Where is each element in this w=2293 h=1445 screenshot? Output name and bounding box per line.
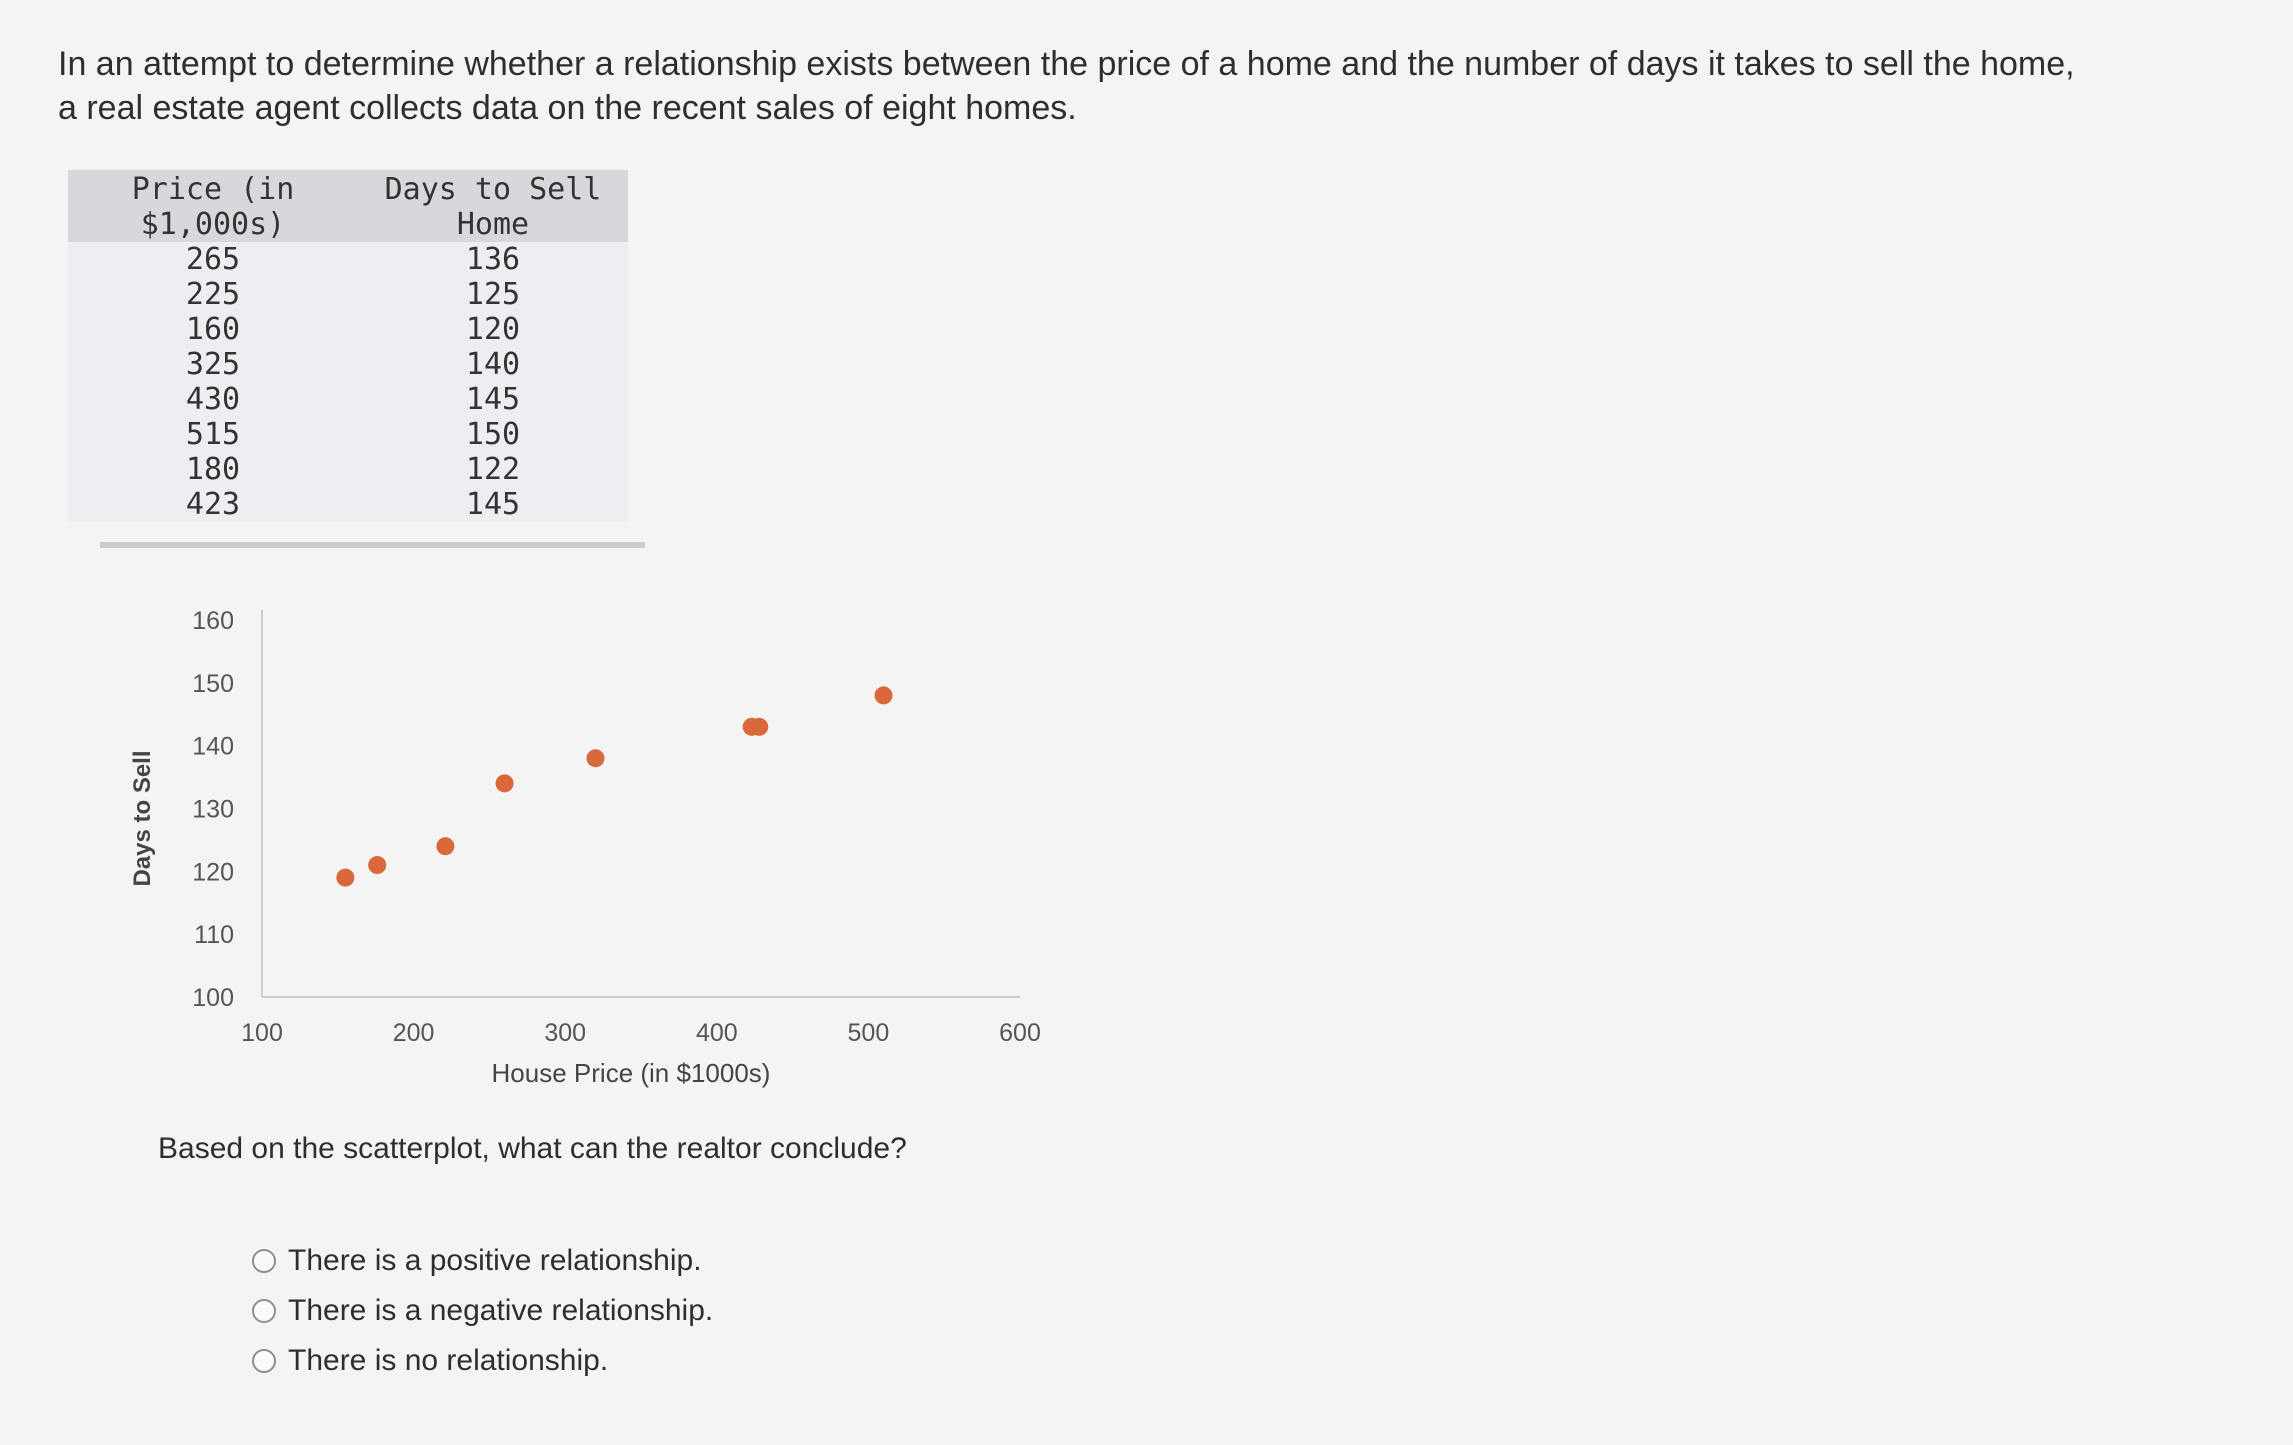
table-cell: 145 bbox=[358, 382, 628, 417]
option-label: There is a negative relationship. bbox=[288, 1294, 714, 1327]
x-tick-label: 300 bbox=[544, 1019, 587, 1047]
table-cell: 225 bbox=[68, 277, 358, 312]
x-tick-label: 400 bbox=[695, 1019, 738, 1047]
table-cell: 265 bbox=[68, 242, 358, 277]
y-tick-label: 110 bbox=[194, 921, 234, 950]
option-none[interactable] bbox=[252, 1336, 713, 1386]
y-tick-label: 130 bbox=[192, 795, 234, 824]
option-label: There is no relationship. bbox=[288, 1344, 609, 1377]
table-cell: 150 bbox=[358, 417, 628, 452]
y-tick-label: 150 bbox=[192, 669, 234, 698]
question-prompt: Based on the scatterplot, what can the realtor conclude? bbox=[158, 1132, 907, 1165]
data-point bbox=[336, 869, 354, 887]
radio-button[interactable] bbox=[252, 1349, 276, 1373]
table-cell: 423 bbox=[68, 487, 358, 522]
y-tick-label: 140 bbox=[192, 732, 234, 761]
y-tick-label: 100 bbox=[192, 984, 234, 1012]
table-cell: 160 bbox=[68, 312, 358, 347]
data-point bbox=[875, 686, 893, 704]
table-cell: 125 bbox=[358, 277, 628, 312]
data-point bbox=[368, 856, 386, 874]
table-cell: 325 bbox=[68, 347, 358, 382]
table-cell: 430 bbox=[68, 382, 358, 417]
table-cell: 180 bbox=[68, 452, 358, 487]
option-positive[interactable] bbox=[252, 1236, 713, 1286]
table-cell: 145 bbox=[358, 487, 628, 522]
intro-line-1: In an attempt to determine whether a relationship exists between the price of a home and the number of days it takes to sell the home, bbox=[58, 45, 2075, 83]
data-point bbox=[587, 749, 605, 767]
table-cell: 120 bbox=[358, 312, 628, 347]
radio-button[interactable] bbox=[252, 1299, 276, 1323]
option-label: There is a positive relationship. bbox=[288, 1244, 702, 1277]
y-tick-label: 160 bbox=[192, 607, 234, 635]
y-axis-label: Days to Sell bbox=[129, 750, 156, 887]
x-tick-label: 100 bbox=[241, 1019, 283, 1047]
scatterplot-svg bbox=[0, 0, 1100, 1100]
table-cell: 515 bbox=[68, 417, 358, 452]
data-point bbox=[436, 837, 454, 855]
table-cell: 136 bbox=[358, 242, 628, 277]
table-header-days: Days to Sell Home bbox=[358, 170, 628, 242]
scatterplot bbox=[0, 0, 1100, 1100]
x-tick-label: 500 bbox=[847, 1019, 890, 1047]
answer-options bbox=[252, 1236, 713, 1386]
radio-button[interactable] bbox=[252, 1249, 276, 1273]
x-tick-label: 600 bbox=[999, 1019, 1041, 1047]
data-point bbox=[750, 718, 768, 736]
x-tick-label: 200 bbox=[392, 1019, 435, 1047]
table-header-price: Price (in $1,000s) bbox=[68, 170, 358, 242]
data-point bbox=[496, 774, 514, 792]
table-cell: 140 bbox=[358, 347, 628, 382]
x-axis-label: House Price (in $1000s) bbox=[491, 1058, 771, 1088]
intro-line-2: a real estate agent collects data on the recent sales of eight homes. bbox=[58, 89, 1077, 127]
option-negative[interactable] bbox=[252, 1286, 713, 1336]
table-cell: 122 bbox=[358, 452, 628, 487]
y-tick-label: 120 bbox=[192, 858, 234, 887]
